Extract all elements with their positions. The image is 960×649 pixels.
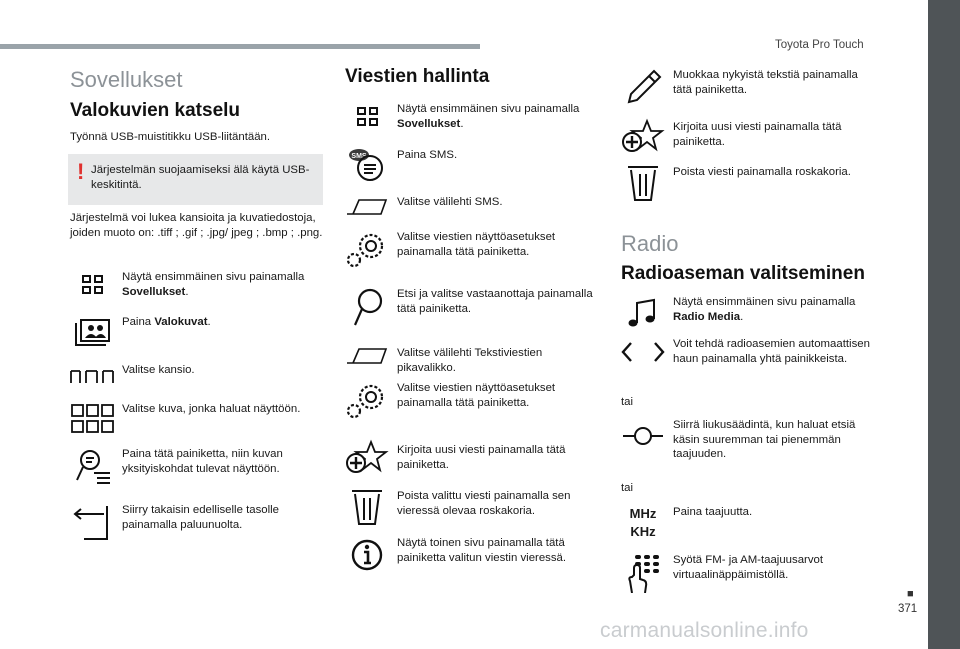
subtitle-radio: Radioaseman valitseminen — [621, 263, 865, 284]
page-marker: ■ — [907, 588, 914, 600]
step-text: Syötä FM- ja AM-taajuusarvot virtuaalinäppäimistöllä. — [673, 554, 824, 581]
page-number: 371 — [898, 603, 918, 615]
trash-icon — [345, 487, 389, 527]
step-text: Kirjoita uusi viesti painamalla tätä painiketta. — [673, 121, 842, 148]
formats-text: Järjestelmä voi lukea kansioita ja kuvatiedostoja, joiden muoto on: .tiff ; .gif ; .jpg/ jpeg ; .bmp ; .png. — [70, 212, 323, 239]
step-text: Valitse välilehti SMS. — [397, 196, 503, 208]
pencil-icon — [621, 68, 665, 108]
step-text: Valitse välilehti Tekstiviestien pikavalikko. — [397, 347, 543, 374]
trash-icon — [621, 163, 665, 203]
step-text: Muokkaa nykyistä tekstiä painamalla tätä painiketta. — [673, 69, 858, 96]
apps-grid-icon — [70, 270, 114, 310]
tab-icon — [345, 342, 389, 382]
section-title-radio: Radio — [621, 231, 679, 256]
step-text: Poista viesti painamalla roskakoria. — [673, 166, 851, 178]
step-text: Voit tehdä radioasemien automaattisen haun painamalla yhtä painikkeista. — [673, 338, 870, 365]
step-text: Valitse kansio. — [122, 364, 195, 376]
step-text: Näytä ensimmäinen sivu painamalla Radio Media. — [673, 296, 856, 323]
warning-icon: ! — [77, 159, 85, 184]
warning-note — [68, 154, 323, 205]
info-icon — [345, 536, 389, 576]
svg-text:SMS: SMS — [351, 153, 367, 160]
step-text: Valitse viestien näyttöasetukset painamalla tätä painiketta. — [397, 382, 556, 409]
apps-grid-icon — [345, 102, 389, 142]
details-search-icon — [70, 447, 114, 487]
subtitle-messages: Viestien hallinta — [345, 66, 490, 87]
manual-title: Toyota Pro Touch — [775, 39, 864, 51]
mhz-label: MHz — [629, 506, 657, 521]
sms-icon — [345, 146, 389, 186]
watermark: carmanualsonline.info — [600, 619, 809, 642]
or-label: tai — [621, 482, 634, 494]
frequency-unit-icon — [621, 505, 665, 545]
folder-tabs-icon — [70, 363, 114, 403]
or-label: tai — [621, 396, 634, 408]
thumbnail-grid-icon — [70, 402, 114, 442]
step-text: Siirry takaisin edelliselle tasolle painamalla paluunuolta. — [122, 504, 280, 531]
step-text: Valitse viestien näyttöasetukset painamalla tätä painiketta. — [397, 231, 556, 258]
add-favorite-icon — [345, 439, 389, 479]
step-text: Paina Valokuvat. — [122, 316, 211, 328]
step-text: Kirjoita uusi viesti painamalla tätä painiketta. — [397, 444, 566, 471]
tab-icon — [345, 193, 389, 233]
music-note-icon — [621, 295, 665, 335]
prev-next-chevrons-icon — [621, 335, 665, 375]
step-text: Näytä ensimmäinen sivu painamalla Sovellukset. — [122, 271, 305, 298]
section-title-apps: Sovellukset — [70, 67, 183, 92]
settings-gears-icon — [345, 379, 389, 419]
search-icon — [345, 287, 389, 327]
step-text: Etsi ja valitse vastaanottaja painamalla tätä painiketta. — [397, 288, 593, 315]
settings-gears-icon — [345, 230, 389, 270]
subtitle-photos: Valokuvien katselu — [70, 100, 241, 121]
slider-icon — [621, 418, 665, 458]
step-text: Näytä ensimmäinen sivu painamalla Sovellukset. — [397, 103, 580, 130]
back-arrow-icon — [70, 503, 114, 543]
warning-text: Järjestelmän suojaamiseksi älä käytä USB-keskitintä. — [91, 164, 310, 191]
keypad-icon — [621, 553, 665, 593]
step-text: Näytä toinen sivu painamalla tätä painiketta valitun viestin vieressä. — [397, 537, 567, 564]
khz-label: KHz — [630, 524, 656, 539]
usb-intro: Työnnä USB-muistitikku USB-liitäntään. — [70, 131, 271, 143]
step-text: Siirrä liukusäädintä, kun haluat etsiä käsin suuremman tai pienemmän taajuuden. — [673, 419, 856, 460]
add-favorite-icon — [621, 118, 665, 158]
photo-gallery-icon — [70, 315, 114, 355]
step-text: Valitse kuva, jonka haluat näyttöön. — [122, 403, 301, 415]
step-text: Paina tätä painiketta, niin kuvan yksityiskohdat tulevat näyttöön. — [122, 448, 283, 475]
step-text: Paina taajuutta. — [673, 506, 753, 518]
step-text: Paina SMS. — [397, 149, 458, 161]
side-strip — [928, 0, 960, 649]
header-bar — [0, 44, 480, 49]
step-text: Poista valittu viesti painamalla sen vieressä olevaa roskakoria. — [397, 490, 571, 517]
